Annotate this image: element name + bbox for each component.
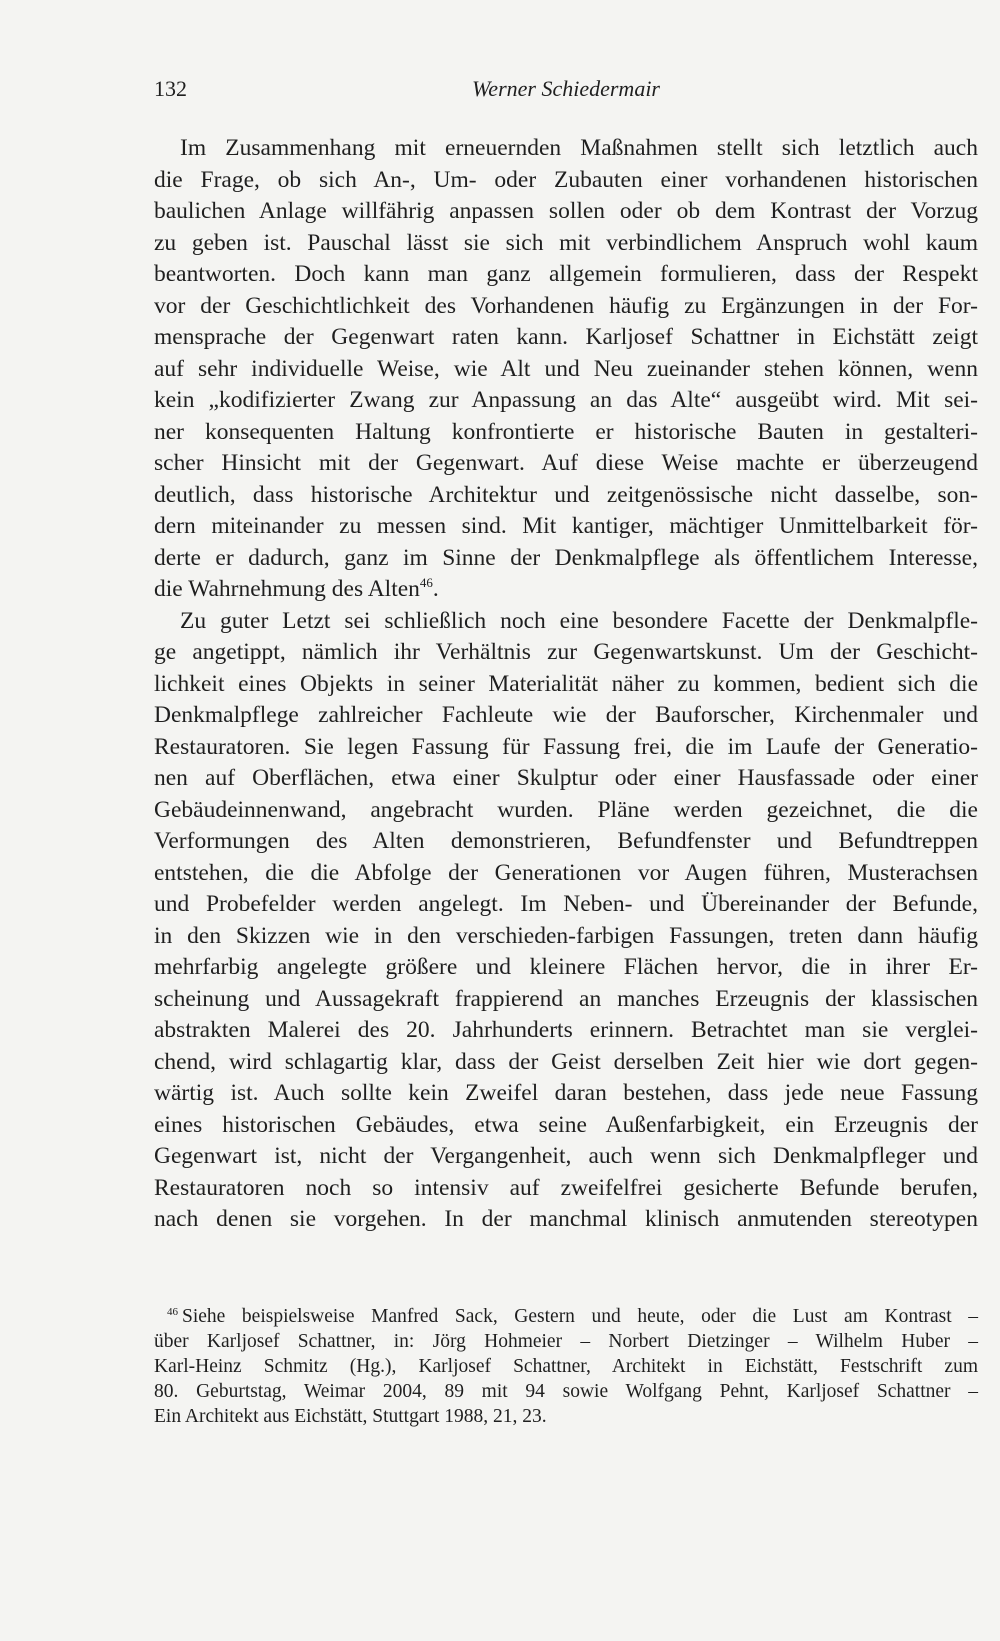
text-line: Restauratoren. Sie legen Fassung für Fassung frei, die im Laufe der Generatio- [154, 733, 978, 760]
text-line: kein „kodifizierter Zwang zur Anpassung an das Alte“ ausgeübt wird. Mit sei- [154, 387, 978, 413]
text-line: deutlich, dass historische Architektur und zeitgenössische nicht dasselbe, son- [154, 481, 978, 508]
text-line: eines historischen Gebäudes, etwa seine Außenfarbigkeit, ein Erzeugnis der [154, 1111, 978, 1138]
text-line: derte er dadurch, ganz im Sinne der Denkmalpflege als öffentlichem Interesse, [154, 544, 978, 571]
sentence-period: . [432, 576, 439, 602]
text-line: lichkeit eines Objekts in seiner Materialität näher zu kommen, bedient sich die [154, 670, 978, 697]
footnote-text: Siehe beispielsweise Manfred Sack, Gestern und heute, oder die Lust am Kontrast – [182, 1306, 978, 1327]
running-head: Werner Schiedermair [472, 76, 660, 101]
text-line: ge angetippt, nämlich ihr Verhältnis zur Gegenwartskunst. Um der Geschicht- [154, 639, 978, 665]
footnote-line: Karl-Heinz Schmitz (Hg.), Karljosef Schattner, Architekt in Eichstätt, Festschrift zum [154, 1356, 978, 1377]
footnote-line: 80. Geburtstag, Weimar 2004, 89 mit 94 sowie Wolfgang Pehnt, Karljosef Schattner – [154, 1381, 978, 1402]
text-line: wärtig ist. Auch sollte kein Zweifel daran bestehen, dass jede neue Fassung [154, 1080, 978, 1106]
text-line: zu geben ist. Pauschal lässt sie sich mit verbindlichem Anspruch wohl kaum [154, 229, 978, 256]
text-line: nach denen sie vorgehen. In der manchmal klinisch anmutenden stereotypen [154, 1206, 978, 1232]
text-line-content: die Wahrnehmung des Alten [154, 576, 420, 602]
text-line-with-footnote-ref [154, 574, 978, 606]
text-line: Verformungen des Alten demonstrieren, Befundfenster und Befundtreppen [154, 828, 978, 854]
text-line: baulichen Anlage willfährig anpassen sollen oder ob dem Kontrast der Vorzug [154, 198, 978, 224]
page-header [154, 74, 824, 104]
text-line: und Probefelder werden angelegt. Im Neben- und Übereinander der Befunde, [154, 891, 978, 917]
text-line: Zu guter Letzt sei schließlich noch eine besondere Facette der Denkmalpfle- [180, 607, 978, 634]
text-line: in den Skizzen wie in den verschieden-farbigen Fassungen, treten dann häufig [154, 922, 978, 949]
text-line: abstrakten Malerei des 20. Jahrhunderts erinnern. Betrachtet man sie verglei- [154, 1017, 978, 1043]
body-text [154, 133, 978, 1236]
footnote-reference[interactable]: 46 [419, 575, 433, 590]
footnote-line [154, 1304, 978, 1329]
page-number: 132 [154, 76, 187, 101]
text-line: die Frage, ob sich An-, Um- oder Zubauten einer vorhandenen historischen [154, 166, 978, 193]
text-line: dern miteinander zu messen sind. Mit kantiger, mächtiger Unmittelbarkeit för- [154, 513, 978, 539]
text-line: Im Zusammenhang mit erneuernden Maßnahmen stellt sich letztlich auch [180, 135, 978, 161]
text-line: chend, wird schlagartig klar, dass der Geist derselben Zeit hier wie dort gegen- [154, 1048, 978, 1075]
footnote-line: Ein Architekt aus Eichstätt, Stuttgart 1988, 21, 23. [154, 1406, 547, 1427]
footnote-marker: 46 [167, 1306, 178, 1318]
text-line: scher Hinsicht mit der Gegenwart. Auf diese Weise machte er überzeugend [154, 450, 978, 476]
text-line: Gebäudeinnenwand, angebracht wurden. Pläne werden gezeichnet, die die [154, 796, 978, 823]
text-line: Restauratoren noch so intensiv auf zweifelfrei gesicherte Befunde berufen, [154, 1174, 978, 1201]
text-line: Denkmalpflege zahlreicher Fachleute wie der Bauforscher, Kirchenmaler und [154, 702, 978, 728]
text-line: mehrfarbig angelegte größere und kleinere Flächen hervor, die in ihrer Er- [154, 954, 978, 980]
text-line: nen auf Oberflächen, etwa einer Skulptur oder einer Hausfassade oder einer [154, 765, 978, 791]
text-line: entstehen, die die Abfolge der Generationen vor Augen führen, Musterachsen [154, 859, 978, 886]
text-line: Gegenwart ist, nicht der Vergangenheit, auch wenn sich Denkmalpfleger und [154, 1143, 978, 1169]
footnotes [154, 1304, 978, 1429]
text-line: vor der Geschichtlichkeit des Vorhandenen häufig zu Ergänzungen in der For- [154, 292, 978, 319]
text-line: ner konsequenten Haltung konfrontierte er historische Bauten in gestalteri- [154, 418, 978, 445]
text-line: scheinung und Aussagekraft frappierend an manches Erzeugnis der klassischen [154, 985, 978, 1012]
text-line: mensprache der Gegenwart raten kann. Karljosef Schattner in Eichstätt zeigt [154, 324, 978, 350]
footnote-line: über Karljosef Schattner, in: Jörg Hohmeier – Norbert Dietzinger – Wilhelm Huber – [154, 1331, 978, 1352]
text-line: auf sehr individuelle Weise, wie Alt und Neu zueinander stehen können, wenn [154, 355, 978, 382]
text-line: beantworten. Doch kann man ganz allgemein formulieren, dass der Respekt [154, 261, 978, 287]
